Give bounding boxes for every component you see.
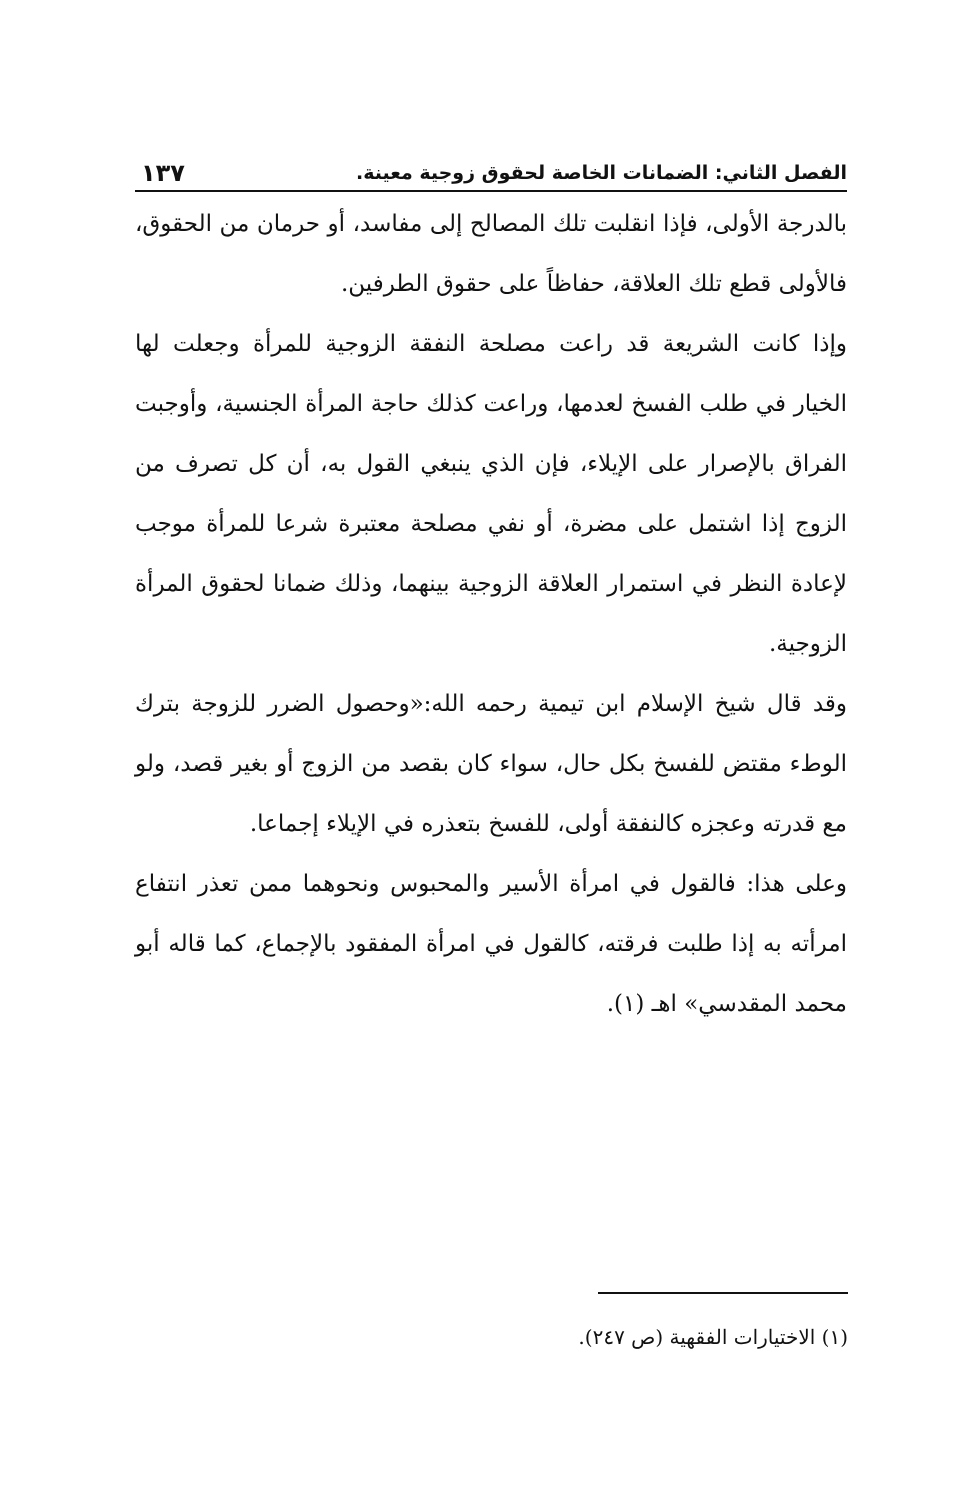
running-header xyxy=(135,160,847,192)
chapter-title: الفصل الثاني: الضمانات الخاصة لحقوق زوجية معينة. xyxy=(355,162,847,184)
footnote-separator xyxy=(598,1292,848,1294)
paragraph-4: وعلى هذا: فالقول في امرأة الأسير والمحبوس ونحوهما ممن تعذر انتفاع امرأته به إذا طلبت فرقته، كالقول في امرأة المفقود بالإجماع، كما قاله أبو محمد المقدسي» اهـ (١). xyxy=(135,871,847,1017)
footnote-1: (١) الاختيارات الفقهية (ص ٢٤٧). xyxy=(578,1325,848,1349)
paragraph-1: بالدرجة الأولى، فإذا انقلبت تلك المصالح إلى مفاسد، أو حرمان من الحقوق، فالأولى قطع تلك العلاقة، حفاظاً على حقوق الطرفين. xyxy=(135,211,847,297)
paragraph-3: وقد قال شيخ الإسلام ابن تيمية رحمه الله:«وحصول الضرر للزوجة بترك الوطء مقتض للفسخ بكل حال، سواء كان بقصد من الزوج أو بغير قصد، ولو مع قدرته وعجزه كالنفقة أولى، للفسخ بتعذره في الإيلاء إجماعا. xyxy=(135,691,847,837)
page-number: ١٣٧ xyxy=(141,159,185,187)
paragraph-2: وإذا كانت الشريعة قد راعت مصلحة النفقة الزوجية للمرأة وجعلت لها الخيار في طلب الفسخ لعدمها، وراعت كذلك حاجة المرأة الجنسية، وأوجبت الفراق بالإصرار على الإيلاء، فإن الذي ينبغي القول به، أن كل تصرف من الزوج إذا اشتمل على مضرة، أو نفي مصلحة معتبرة شرعا للمرأة موجب لإعادة النظر في استمرار العلاقة الزوجية بينهما، وذلك ضمانا لحقوق المرأة الزوجية. xyxy=(135,331,847,657)
main-text xyxy=(135,194,847,1034)
